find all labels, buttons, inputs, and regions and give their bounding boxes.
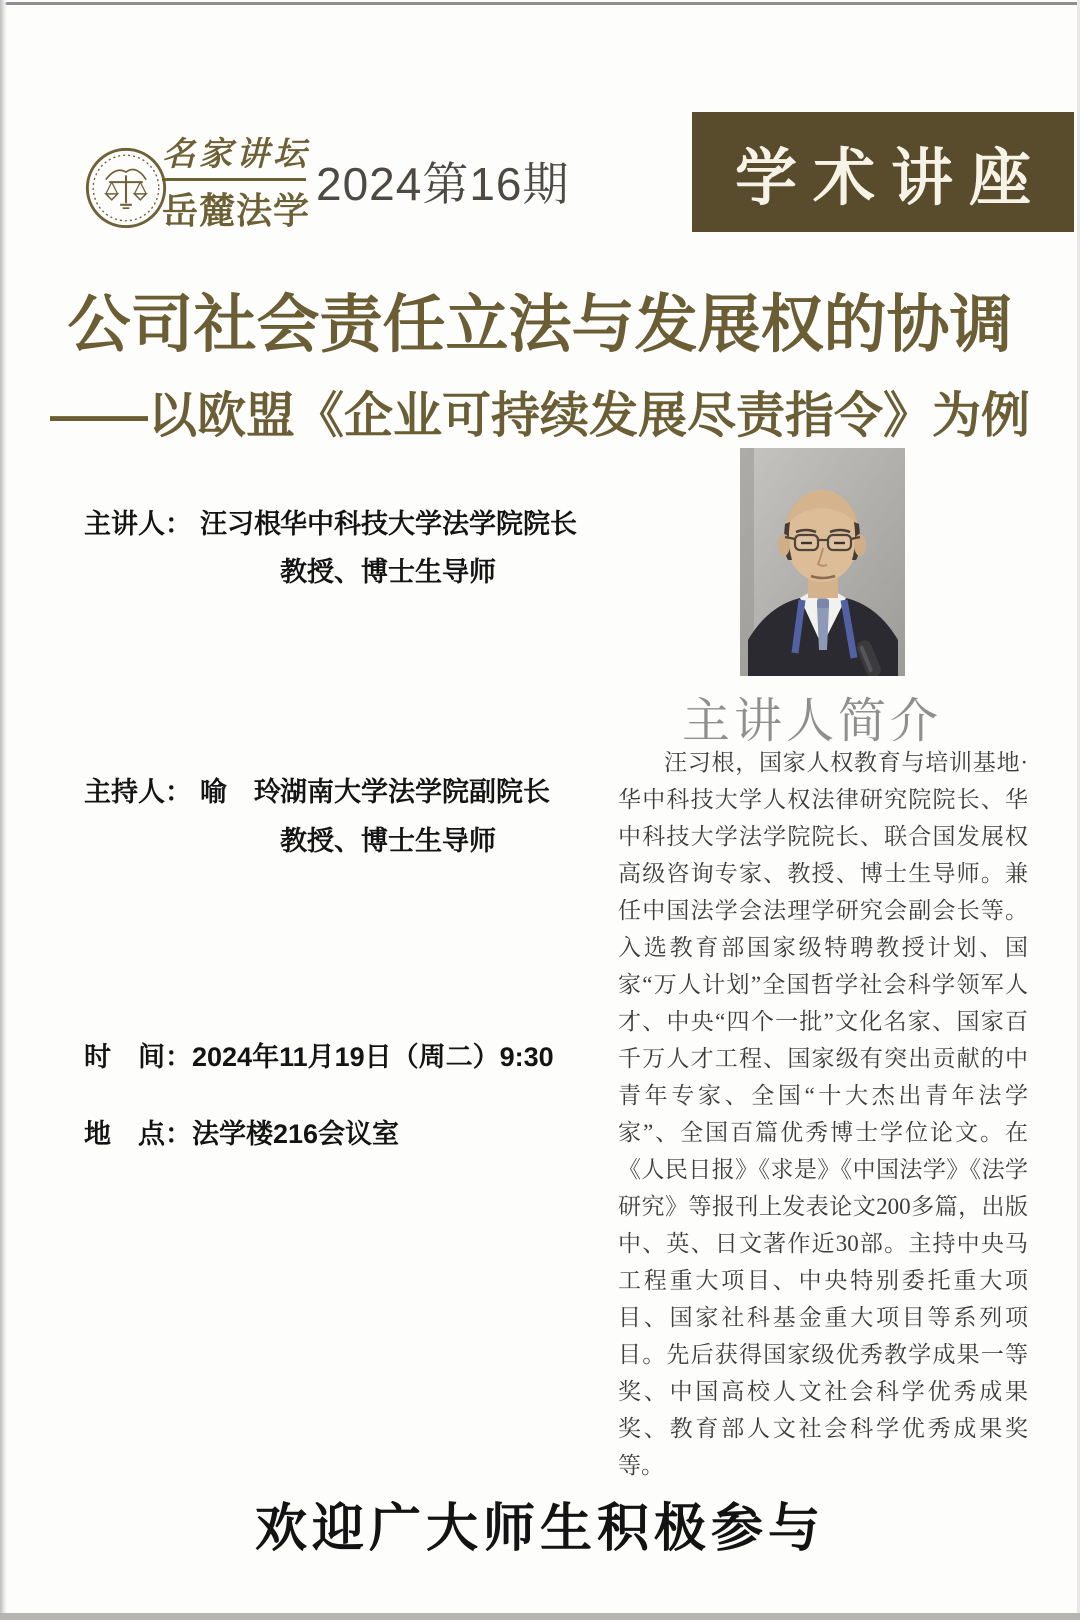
school-name: 岳麓法学 (162, 190, 311, 231)
page-left-edge (0, 0, 7, 1620)
issue-number: 2024第16期 (316, 158, 570, 210)
profile-heading: 主讲人简介 (681, 695, 942, 748)
lecture-title (30, 274, 1050, 447)
host-affiliation-2: 教授、博士生导师 (280, 826, 496, 856)
host-affiliation-1: 湖南大学法学院副院长 (280, 777, 550, 807)
badge-label: 学术讲座 (734, 143, 1047, 213)
title-main: 公司社会责任立法与发展权的协调 (67, 290, 1013, 360)
venue-label: 地 点： (84, 1119, 192, 1149)
time-label: 时 间： (84, 1042, 192, 1072)
speaker-photo (740, 448, 905, 676)
logo-divider (162, 178, 306, 181)
speaker-affiliation-1: 华中科技大学法学院院长 (280, 509, 577, 539)
speaker-affiliation-2: 教授、博士生导师 (280, 557, 496, 587)
speaker-label: 主讲人： (84, 509, 192, 539)
venue-row (84, 1112, 399, 1151)
time-row (84, 1035, 554, 1074)
host-row (84, 770, 281, 809)
welcome-banner: 欢迎广大师生积极参与 (254, 1500, 825, 1558)
page-top-edge (0, 2, 1080, 5)
speaker-bio: 汪习根，国家人权教育与培训基地·华中科技大学人权法律研究院院长、华中科技大学法学院院长、联合国发展权高级咨询专家、教授、博士生导师。兼任中国法学会法理学研究会副会长等。入选教育部国家级特聘教授计划、国家“万人计划”全国哲学社会科学领军人才、中央“四个一批”文化名家、国家百千万人才工程、国家级有突出贡献的中青年专家、全国“十大杰出青年法学家”、全国百篇优秀博士学位论文。在《人民日报》《求是》《中国法学》《法学研究》等报刊上发表论文200多篇，出版中、英、日文著作近30部。主持中央马工程重大项目、中央特别委托重大项目、国家社科基金重大项目等系列项目。先后获得国家级优秀教学成果一等奖、中国高校人文社会科学优秀成果奖、教育部人文社会科学优秀成果奖等。 (618, 750, 1028, 1478)
time-value: 2024年11月19日（周二）9:30 (192, 1042, 554, 1072)
forum-name: 名家讲坛 (162, 137, 310, 173)
page-bottom-edge (0, 1613, 1080, 1620)
title-subtitle: ——以欧盟《企业可持续发展尽责指令》为例 (49, 389, 1030, 443)
host-label: 主持人： (84, 777, 192, 807)
venue-value: 法学楼216会议室 (192, 1119, 400, 1149)
law-school-seal-icon (84, 146, 168, 230)
lecture-badge (692, 112, 1074, 232)
host-name: 喻 玲 (200, 777, 281, 807)
speaker-row (84, 502, 281, 541)
forum-logo (162, 128, 312, 234)
speaker-name: 汪习根 (200, 509, 281, 539)
